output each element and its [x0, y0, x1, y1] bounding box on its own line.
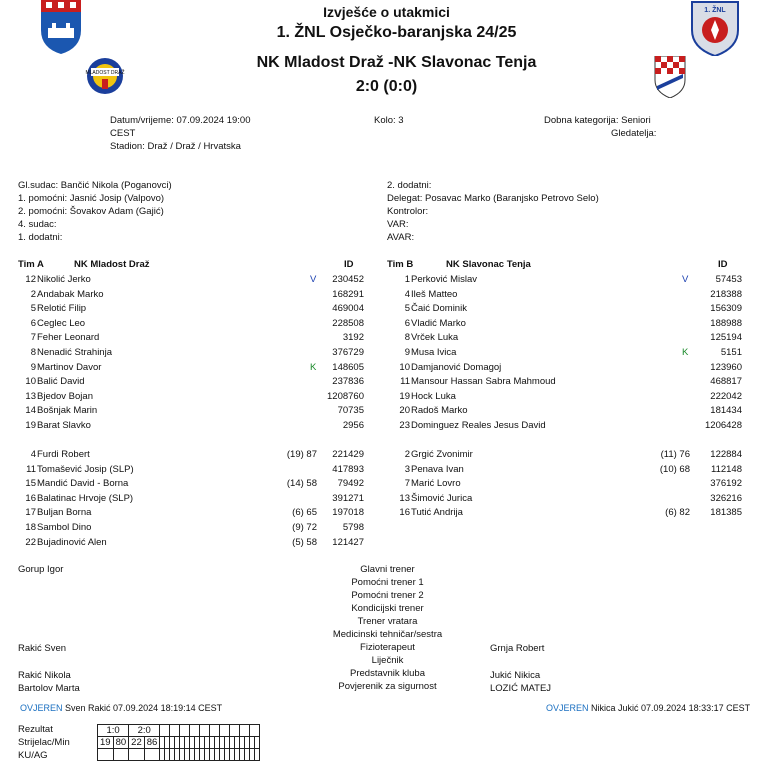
player-name: Ileš Matteo — [411, 288, 458, 300]
player-id: 237836 — [332, 376, 364, 388]
player-number: 14 — [25, 405, 36, 417]
player-id: 188988 — [710, 317, 742, 329]
scorer-cell: 80 — [113, 737, 129, 749]
scorer-cell: 19 — [98, 737, 114, 749]
player-name: Perković Mislav — [411, 274, 477, 285]
datetime: Datum/vrijeme: 07.09.2024 19:00 — [110, 115, 251, 126]
officials-left — [18, 179, 172, 244]
player-id: 376729 — [332, 347, 364, 358]
official-line: 1. dodatni: — [18, 232, 63, 243]
player-name: Balić David — [37, 376, 85, 388]
score-table-row — [98, 725, 260, 737]
player-id: 468817 — [710, 376, 742, 388]
player-number: 8 — [404, 332, 410, 344]
security-b: LOZIĆ MATEJ — [490, 683, 552, 694]
player-name: Penava Ivan — [411, 463, 464, 475]
player-name: Furdi Robert — [37, 449, 90, 460]
player-number: 19 — [399, 390, 410, 402]
player-id: 70735 — [337, 405, 364, 417]
player-name: Bjedov Bojan — [37, 390, 93, 402]
player-id: 222042 — [710, 390, 742, 402]
player-id: 228508 — [332, 317, 364, 329]
report-title: Izvješće o utakmici — [323, 4, 450, 20]
player-id: 326216 — [710, 492, 742, 504]
player-number: 7 — [404, 478, 410, 490]
staff-left — [18, 563, 63, 576]
score-cell — [230, 725, 240, 737]
player-name: Radoš Marko — [411, 405, 468, 417]
player-number: 5 — [30, 303, 36, 315]
score-cell — [240, 725, 250, 737]
staff-role: Trener vratara — [357, 616, 418, 627]
substitution-info: (6) 82 — [665, 507, 690, 519]
captain-mark: K — [682, 347, 689, 358]
player-id: 121427 — [332, 536, 364, 548]
player-name: Sambol Dino — [37, 522, 92, 533]
league-logo-text: 1. ŽNL — [704, 7, 726, 14]
player-id: 181434 — [710, 405, 742, 417]
score-cell — [200, 725, 210, 737]
score-cell — [170, 725, 180, 737]
player-number: 2 — [30, 288, 36, 300]
player-id: 197018 — [332, 507, 364, 519]
player-id: 57453 — [715, 274, 742, 285]
player-name: Mansour Hassan Sabra Mahmoud — [411, 376, 556, 388]
player-number: 10 — [399, 361, 410, 373]
staff-role: Pomoćni trener 1 — [351, 577, 424, 588]
player-name: Damjanović Domagoj — [411, 361, 502, 373]
staff-role: Pomoćni trener 2 — [351, 590, 424, 601]
substitution-info: (6) 65 — [292, 507, 317, 519]
score-cell: 2:0 — [129, 725, 160, 737]
official-line: Kontrolor: — [387, 206, 429, 217]
player-name: Dominguez Reales Jesus David — [411, 420, 546, 431]
player-number: 18 — [25, 522, 36, 533]
player-name: Nenadić Strahinja — [37, 347, 112, 358]
player-name: Bošnjak Marin — [37, 405, 98, 417]
verified-tag: OVJEREN — [546, 703, 589, 713]
staff-role: Fizioterapeut — [360, 642, 415, 653]
official-line: 4. sudac: — [18, 219, 57, 230]
player-id: 156309 — [710, 303, 742, 315]
team-b-label: Tim B — [387, 259, 414, 270]
player-number: 9 — [404, 347, 410, 358]
player-name: Andabak Marko — [37, 288, 104, 300]
team-b-name: NK Slavonac Tenja — [446, 259, 531, 270]
player-name: Musa Ivica — [411, 347, 457, 358]
substitution-info: (9) 72 — [292, 522, 317, 533]
goalkeeper-mark: V — [682, 274, 689, 285]
ku-ag-row-label: KU/AG — [18, 750, 48, 761]
player-name: Vrček Luka — [411, 332, 459, 344]
player-id: 218388 — [710, 288, 742, 300]
player-number: 12 — [25, 274, 36, 285]
player-number: 23 — [399, 420, 410, 431]
staff-role: Kondicijski trener — [351, 603, 424, 614]
substitution-info: (11) 76 — [660, 449, 690, 460]
player-id: 5798 — [342, 522, 364, 533]
timezone: CEST — [110, 128, 136, 139]
player-number: 13 — [399, 492, 410, 504]
player-number: 20 — [399, 405, 410, 417]
player-id: 148605 — [332, 361, 364, 373]
ku-ag-cell — [255, 749, 260, 761]
score-table-row — [98, 749, 260, 761]
player-number: 4 — [404, 288, 410, 300]
official-line: Gl.sudac: Bančić Nikola (Poganovci) — [18, 180, 172, 191]
player-id: 181385 — [710, 507, 742, 519]
score-row-label: Rezultat — [18, 724, 53, 735]
official-line: VAR: — [387, 219, 409, 230]
player-number: 8 — [30, 347, 36, 358]
player-name: Barat Slavko — [37, 420, 91, 431]
player-number: 16 — [399, 507, 410, 519]
scorer-cell: 22 — [129, 737, 145, 749]
player-id: 168291 — [332, 288, 364, 300]
player-id: 376192 — [710, 478, 742, 490]
player-number: 19 — [25, 420, 36, 431]
verify-right — [546, 703, 750, 713]
player-id: 230452 — [332, 274, 364, 285]
player-number: 3 — [404, 463, 410, 475]
team-a-label: Tim A — [18, 259, 44, 270]
score-cell — [160, 725, 170, 737]
player-number: 6 — [404, 317, 410, 329]
age-category: Dobna kategorija: Seniori — [544, 115, 651, 126]
player-id: 221429 — [332, 449, 364, 460]
substitution-info: (19) 87 — [286, 449, 317, 460]
player-id: 125194 — [710, 332, 742, 344]
ku-ag-cell — [98, 749, 114, 761]
player-number: 11 — [26, 463, 36, 475]
score-table — [97, 724, 260, 761]
stadium: Stadion: Draž / Draž / Hrvatska — [110, 141, 241, 152]
round: Kolo: 3 — [374, 115, 404, 126]
staff-roles — [300, 563, 475, 693]
staff-role: Predstavnik kluba — [350, 668, 425, 679]
physio-b: Grnja Robert — [490, 643, 545, 654]
match-score: 2:0 (0:0) — [355, 78, 418, 95]
staff-role: Glavni trener — [360, 564, 415, 575]
player-name: Hock Luka — [411, 390, 456, 402]
player-id: 1206428 — [705, 420, 742, 431]
player-id: 1208760 — [327, 390, 364, 402]
player-name: Feher Leonard — [37, 332, 100, 344]
player-name: Marić Lovro — [411, 478, 461, 490]
official-line: Delegat: Posavac Marko (Baranjsko Petrovo Selo) — [387, 193, 599, 204]
player-name: Čaić Dominik — [411, 303, 467, 315]
player-number: 1 — [404, 274, 410, 285]
official-line: AVAR: — [387, 232, 415, 243]
player-name: Tomašević Josip (SLP) — [37, 463, 134, 475]
player-number: 17 — [25, 507, 36, 519]
substitution-info: (5) 58 — [292, 536, 317, 548]
player-name: Vladić Marko — [411, 317, 466, 329]
player-name: Bujadinović Alen — [37, 536, 107, 548]
staff-role: Povjerenik za sigurnost — [338, 681, 437, 692]
player-name: Balatinac Hrvoje (SLP) — [37, 492, 134, 504]
scorer-row-label: Strijelac/Min — [18, 737, 70, 748]
player-id: 79492 — [337, 478, 364, 490]
score-table-row — [98, 737, 260, 749]
player-name: Mandić David - Borna — [37, 478, 129, 490]
captain-mark: K — [310, 361, 317, 373]
scorer-cell: 86 — [144, 737, 160, 749]
player-name: Ceglec Leo — [37, 317, 86, 329]
substitution-info: (14) 58 — [286, 478, 317, 490]
score-cell — [180, 725, 190, 737]
player-number: 4 — [30, 449, 36, 460]
player-number: 5 — [404, 303, 410, 315]
player-number: 7 — [30, 332, 36, 344]
ku-ag-cell — [144, 749, 160, 761]
player-name: Buljan Borna — [37, 507, 92, 519]
rep-a: Rakić Nikola — [18, 670, 71, 681]
official-line: 2. dodatni: — [387, 180, 432, 191]
player-name: Relotić Filip — [37, 303, 87, 315]
player-id: 391271 — [332, 492, 364, 504]
official-line: 2. pomoćni: Šovakov Adam (Gajić) — [18, 206, 164, 217]
team-a-name: NK Mladost Draž — [74, 259, 150, 270]
player-number: 15 — [25, 478, 36, 490]
team-a-id-header: ID — [344, 259, 354, 270]
spectators: Gledatelja: — [611, 128, 657, 139]
verified-text: Sven Rakić 07.09.2024 18:19:14 CEST — [65, 703, 223, 713]
score-cell — [220, 725, 230, 737]
substitution-info: (10) 68 — [659, 463, 690, 475]
player-number: 9 — [30, 361, 36, 373]
score-cell — [210, 725, 220, 737]
player-number: 22 — [25, 536, 36, 548]
player-id: 112148 — [711, 463, 742, 475]
verified-tag: OVJEREN — [20, 703, 63, 713]
security-a: Bartolov Marta — [18, 683, 80, 694]
player-name: Šimović Jurica — [411, 492, 473, 504]
player-name: Grgić Zvonimir — [411, 449, 473, 460]
ku-ag-cell — [113, 749, 129, 761]
player-number: 6 — [30, 317, 36, 329]
scorer-cell — [255, 737, 260, 749]
official-line: 1. pomoćni: Jasnić Josip (Valpovo) — [18, 193, 165, 204]
player-id: 5151 — [720, 347, 742, 358]
verified-text: Nikica Jukić 07.09.2024 18:33:17 CEST — [591, 703, 751, 713]
officials-right — [387, 179, 599, 244]
score-cell: 1:0 — [98, 725, 129, 737]
staff-role: Medicinski tehničar/sestra — [332, 629, 443, 640]
competition-title: 1. ŽNL Osječko-baranjska 24/25 — [276, 24, 517, 41]
player-number: 16 — [25, 492, 36, 504]
player-id: 469004 — [332, 303, 364, 315]
player-name: Martinov Davor — [37, 361, 102, 373]
player-id: 2956 — [342, 420, 364, 431]
staff-role: Liječnik — [371, 655, 404, 666]
club-a-logo-text: MLADOST DRAŽ — [85, 70, 125, 76]
score-cell — [250, 725, 260, 737]
player-number: 13 — [25, 390, 36, 402]
player-name: Tutić Andrija — [411, 507, 463, 519]
player-id: 123960 — [710, 361, 742, 373]
player-number: 10 — [25, 376, 36, 388]
player-id: 122884 — [710, 449, 742, 460]
team-b-id-header: ID — [718, 259, 728, 270]
player-name: Nikolić Jerko — [37, 274, 91, 285]
player-id: 3192 — [342, 332, 364, 344]
rep-b: Jukić Nikica — [490, 670, 541, 681]
player-number: 2 — [404, 449, 410, 460]
ku-ag-cell — [129, 749, 145, 761]
goalkeeper-mark: V — [310, 274, 317, 285]
player-id: 417893 — [332, 463, 364, 475]
head-coach-a: Gorup Igor — [18, 564, 64, 575]
player-number: 11 — [400, 376, 410, 388]
match-title: NK Mladost Draž -NK Slavonac Tenja — [256, 54, 537, 71]
score-cell — [190, 725, 200, 737]
verify-left — [20, 703, 222, 713]
physio-a: Rakić Sven — [18, 643, 67, 654]
